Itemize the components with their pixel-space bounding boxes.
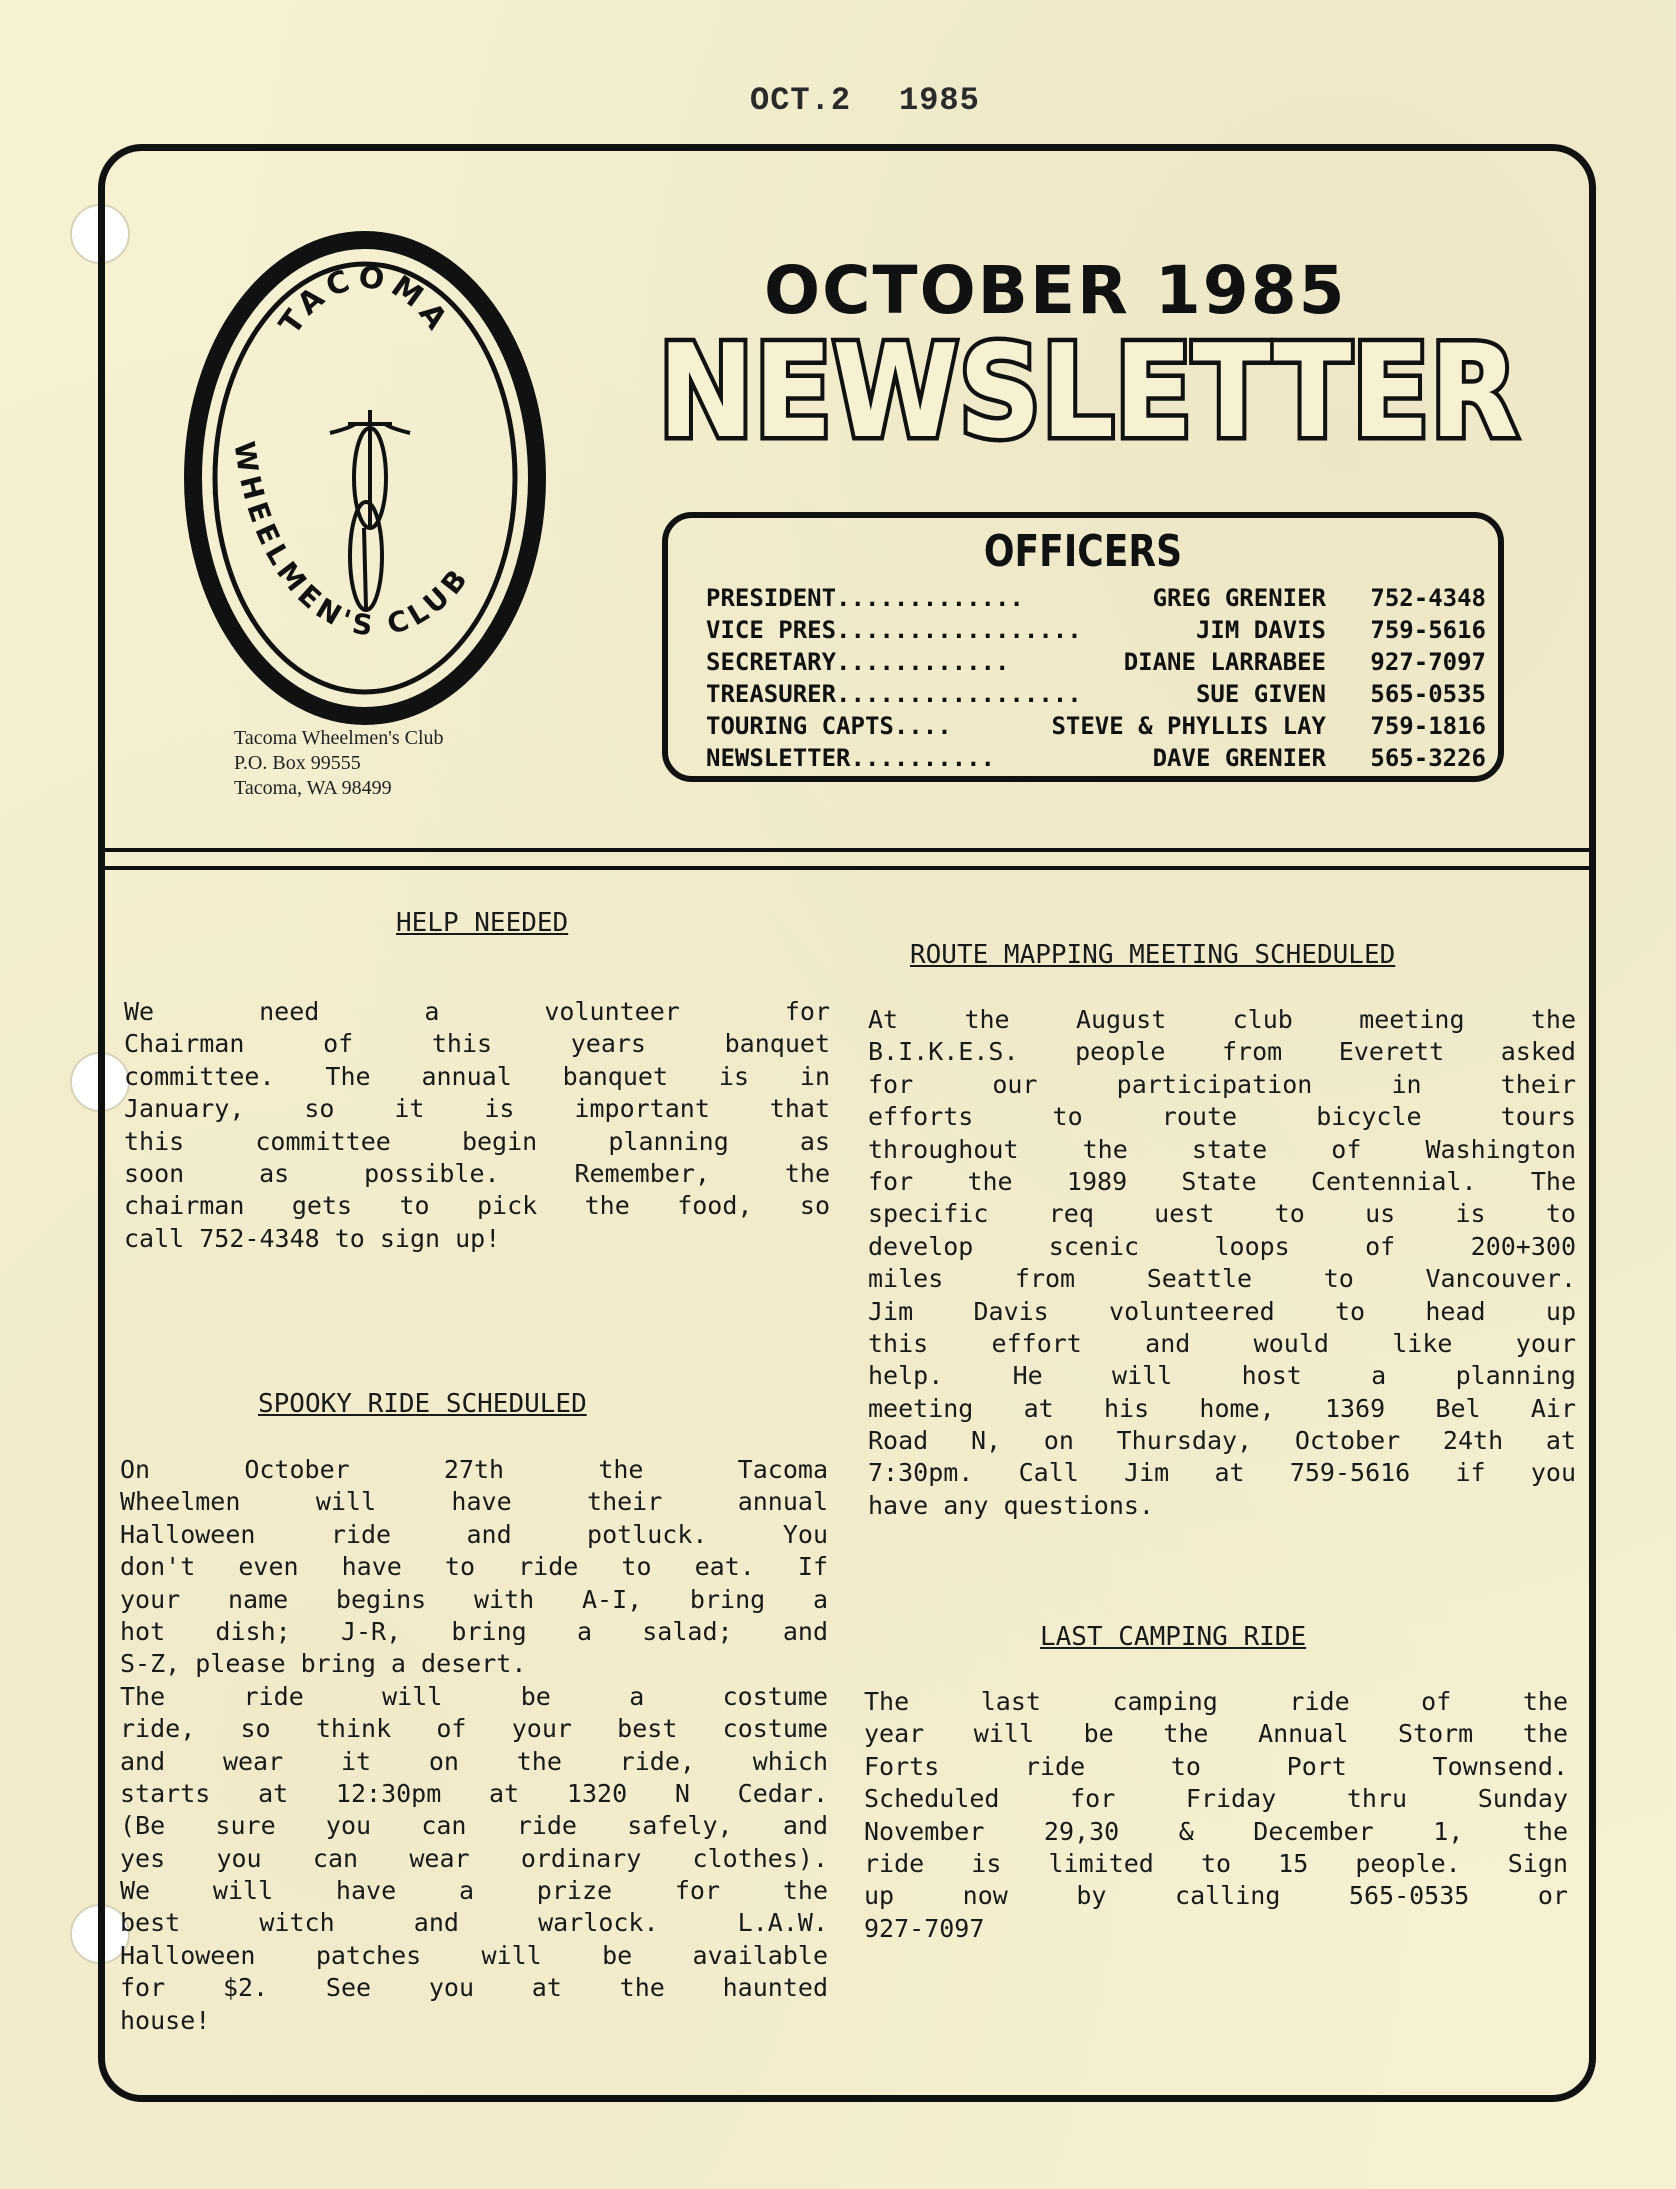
officer-role: TOURING CAPTS....: [706, 712, 952, 740]
officer-name: JIM DAVIS: [1195, 616, 1326, 644]
bicycle-icon: [330, 410, 410, 610]
text-line: house!: [120, 2005, 211, 2035]
officer-phone: 565-3226: [1370, 744, 1486, 772]
officer-name: STEVE & PHYLLIS LAY: [1051, 712, 1326, 740]
club-mailing-address: [234, 726, 444, 801]
route-mapping-heading: ROUTE MAPPING MEETING SCHEDULED: [910, 940, 1396, 970]
text-line: your name begins with A-I, bring a: [120, 1584, 828, 1614]
officer-name: DAVE GRENIER: [1152, 744, 1326, 772]
officer-phone: 759-1816: [1370, 712, 1486, 740]
newsletter-title: [648, 318, 1528, 458]
issue-month-title: OCTOBER 1985: [764, 252, 1347, 329]
text-line: chairman gets to pick the food, so: [124, 1191, 830, 1221]
text-line: 7:30pm. Call Jim at 759-5616 if you: [868, 1458, 1576, 1488]
help-needed-heading: HELP NEEDED: [396, 908, 569, 938]
last-camping-heading: LAST CAMPING RIDE: [1040, 1622, 1307, 1652]
text-line: meeting at his home, 1369 Bel Air: [868, 1393, 1576, 1423]
officer-name: SUE GIVEN: [1195, 680, 1326, 708]
text-line: B.I.K.E.S. people from Everett asked: [868, 1037, 1576, 1067]
officer-row: [706, 648, 1486, 680]
officer-row: [706, 584, 1486, 616]
text-line: Jim Davis volunteered to head up: [868, 1296, 1576, 1326]
logo-ring-text: WHEELMEN'S CLUB: [227, 439, 477, 643]
club-city: Tacoma, WA 98499: [234, 777, 392, 799]
officer-role: VICE PRES.................: [706, 616, 1082, 644]
text-line: throughout the state of Washington: [868, 1134, 1576, 1164]
logo-top-text: TACOMA: [272, 259, 458, 341]
officer-row: [706, 680, 1486, 712]
text-line: year will be the Annual Storm the: [864, 1719, 1568, 1749]
help-needed-body: [124, 996, 830, 1255]
text-line: committee. The annual banquet is in: [124, 1061, 830, 1091]
officer-row: [706, 616, 1486, 648]
officer-role: PRESIDENT.............: [706, 584, 1024, 612]
text-line: We need a volunteer for: [124, 997, 830, 1026]
text-line: this effort and would like your: [868, 1328, 1576, 1358]
officer-phone: 759-5616: [1370, 616, 1486, 644]
text-line: call 752-4348 to sign up!: [124, 1223, 501, 1253]
text-line: for the 1989 State Centennial. The: [868, 1166, 1576, 1196]
text-line: Halloween ride and potluck. You: [120, 1519, 828, 1549]
text-line: and wear it on the ride, which: [120, 1746, 828, 1776]
text-line: Forts ride to Port Townsend.: [864, 1751, 1568, 1781]
text-line: The last camping ride of the: [864, 1687, 1568, 1716]
officer-role: NEWSLETTER..........: [706, 744, 995, 772]
officer-row: [706, 712, 1486, 744]
officers-heading: OFFICERS: [983, 526, 1183, 577]
text-line: soon as possible. Remember, the: [124, 1158, 830, 1188]
officer-name: DIANE LARRABEE: [1123, 648, 1326, 676]
text-line: Chairman of this years banquet: [124, 1029, 830, 1059]
officer-phone: 927-7097: [1370, 648, 1486, 676]
text-line: At the August club meeting the: [868, 1005, 1576, 1034]
text-line: for our participation in their: [868, 1069, 1576, 1099]
officer-role: SECRETARY............: [706, 648, 1010, 676]
text-line: starts at 12:30pm at 1320 N Cedar.: [120, 1778, 828, 1808]
text-line: (Be sure you can ride safely, and: [120, 1811, 828, 1841]
officer-row: [706, 744, 1486, 776]
club-logo-graphic: [180, 228, 550, 728]
officer-phone: 565-0535: [1370, 680, 1486, 708]
spooky-ride-heading: SPOOKY RIDE SCHEDULED: [258, 1389, 587, 1419]
officer-role: TREASURER.................: [706, 680, 1082, 708]
text-line: Halloween patches will be available: [120, 1940, 828, 1970]
text-line: Wheelmen will have their annual: [120, 1487, 828, 1517]
text-line: specific req uest to us is to: [868, 1199, 1576, 1229]
text-line: On October 27th the Tacoma: [120, 1455, 828, 1484]
text-line: 927-7097: [864, 1913, 985, 1943]
text-line: efforts to route bicycle tours: [868, 1102, 1576, 1132]
text-line: S-Z, please bring a desert.: [120, 1649, 527, 1679]
text-line: don't even have to ride to eat. If: [120, 1552, 828, 1582]
text-line: this committee begin planning as: [124, 1126, 830, 1156]
text-line: have any questions.: [868, 1490, 1154, 1520]
text-line: yes you can wear ordinary clothes).: [120, 1843, 828, 1873]
text-line: The ride will be a costume: [120, 1681, 828, 1711]
text-line: develop scenic loops of 200+300: [868, 1231, 1576, 1261]
text-line: for $2. See you at the haunted: [120, 1973, 828, 2003]
header-divider-lower: [98, 866, 1596, 870]
officers-box: [662, 512, 1504, 782]
text-line: hot dish; J-R, bring a salad; and: [120, 1616, 828, 1646]
text-line: November 29,30 & December 1, the: [864, 1816, 1568, 1846]
club-logo: [180, 228, 550, 728]
stamp-date: OCT.2: [750, 82, 852, 119]
text-line: We will have a prize for the: [120, 1876, 828, 1906]
club-po-box: P.O. Box 99555: [234, 752, 361, 774]
club-name: Tacoma Wheelmen's Club: [234, 727, 444, 749]
text-line: Scheduled for Friday thru Sunday: [864, 1784, 1568, 1814]
text-line: ride is limited to 15 people. Sign: [864, 1848, 1568, 1878]
received-date-stamp: [750, 82, 1028, 119]
newsletter-title-text: NEWSLETTER: [658, 318, 1518, 458]
text-line: January, so it is important that: [124, 1094, 830, 1124]
officer-name: GREG GRENIER: [1152, 584, 1326, 612]
last-camping-body: [864, 1686, 1568, 1945]
text-line: miles from Seattle to Vancouver.: [868, 1264, 1576, 1294]
stamp-year: 1985: [899, 82, 980, 119]
newsletter-title-graphic: [648, 318, 1528, 458]
text-line: help. He will host a planning: [868, 1361, 1576, 1391]
header-divider-upper: [98, 848, 1596, 852]
text-line: best witch and warlock. L.A.W.: [120, 1908, 828, 1938]
spooky-ride-body: [120, 1454, 828, 2037]
officer-phone: 752-4348: [1370, 584, 1486, 612]
text-line: Road N, on Thursday, October 24th at: [868, 1426, 1576, 1456]
text-line: ride, so think of your best costume: [120, 1714, 828, 1744]
text-line: up now by calling 565-0535 or: [864, 1881, 1568, 1911]
route-mapping-body: [868, 1004, 1576, 1522]
